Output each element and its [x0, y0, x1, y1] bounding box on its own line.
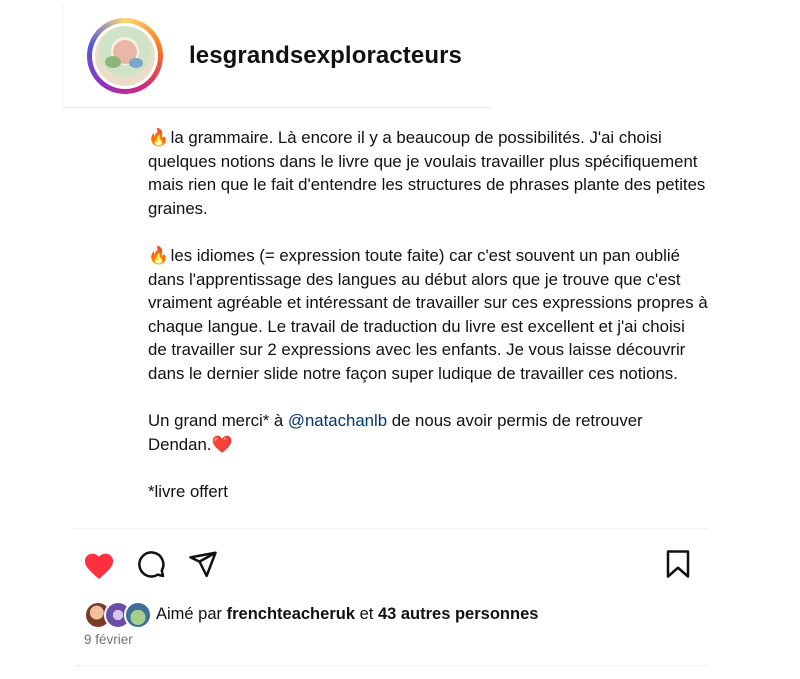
mention-link[interactable]: @natachanlb: [287, 411, 388, 431]
save-button[interactable]: [660, 544, 696, 584]
liker-avatar: [124, 601, 152, 629]
post-date[interactable]: 9 février: [84, 632, 133, 647]
share-button[interactable]: [184, 544, 222, 584]
caption-text: les idiomes (= expression toute faite) car c'est souvent un pan oublié dans l'apprentissage des langues au début alors que je trouve que c'est vraiment agréable et intéressant de travailler sur ces expressions propres à chaque langue. Le travail de traduction du livre est excellent et j'ai choisi de travailler sur 2 expressions avec les enfants. Je vous laisse découvrir dans le dernier slide notre façon super ludique de travailler ces notions.: [148, 245, 708, 383]
avatar-image: [95, 26, 155, 86]
fire-emoji-icon: 🔥: [148, 128, 169, 147]
comment-icon: [136, 549, 166, 579]
bookmark-icon: [665, 549, 691, 579]
paper-plane-icon: [188, 549, 218, 579]
paragraph-gap: [148, 220, 708, 244]
divider: [74, 665, 708, 666]
post-caption: [148, 126, 708, 504]
red-heart-emoji-icon: ❤️: [211, 434, 233, 454]
paragraph-gap: [148, 386, 708, 410]
likes-summary[interactable]: [84, 600, 538, 628]
username-link[interactable]: lesgrandsexploracteurs: [189, 41, 462, 69]
avatar-shape: [129, 58, 143, 68]
paragraph-gap: [148, 456, 708, 480]
likes-prefix: Aimé par: [156, 604, 227, 623]
likes-text: [156, 605, 538, 624]
avatar-shape: [105, 56, 121, 68]
post-header: [62, 4, 492, 108]
caption-paragraph: [148, 126, 708, 220]
heart-filled-icon: [82, 549, 116, 580]
liker-avatars: [84, 601, 154, 627]
post-actions: [74, 544, 714, 584]
divider: [74, 528, 708, 529]
caption-text: de nous avoir permis de retrouver Dendan.: [148, 411, 643, 454]
avatar-frame: [92, 23, 158, 89]
fire-emoji-icon: 🔥: [148, 245, 169, 265]
caption-paragraph: [148, 409, 708, 456]
caption-text: Un grand merci* à: [148, 411, 288, 431]
others-likes-link[interactable]: 43 autres personnes: [377, 604, 539, 623]
like-button[interactable]: [80, 544, 118, 584]
comment-button[interactable]: [132, 544, 170, 584]
caption-footnote: *livre offert: [148, 481, 228, 501]
caption-text: la grammaire. Là encore il y a beaucoup de possibilités. J'ai choisi quelques notions dans le livre que je voulais travailler plus spécifiquement mais rien que le fait d'entendre les structures de phrases plante des petites graines.: [148, 128, 706, 218]
caption-paragraph: [148, 244, 708, 386]
profile-avatar[interactable]: [87, 18, 163, 94]
likes-connector: et: [355, 604, 378, 623]
liker-username-link[interactable]: frenchteacheruk: [226, 604, 355, 623]
